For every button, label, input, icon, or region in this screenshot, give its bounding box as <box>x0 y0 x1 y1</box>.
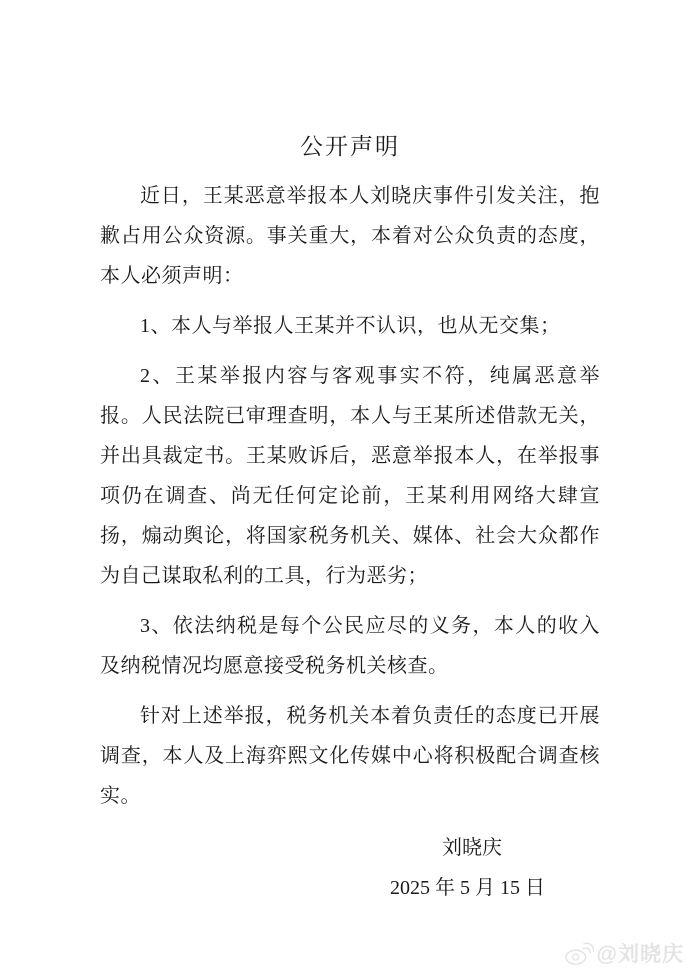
paragraph-point-3: 3、依法纳税是每个公民应尽的义务，本人的收入及纳税情况均愿意接受税务机关核查。 <box>100 615 600 677</box>
document-title: 公开声明 <box>300 134 400 159</box>
paragraph-intro: 近日，王某恶意举报本人刘晓庆事件引发关注，抱歉占用公众资源。事关重大，本着对公众负责的态度，本人必须声明： <box>100 185 600 287</box>
signature-name: 刘晓庆 <box>442 837 502 859</box>
paragraph-point-2: 2、王某举报内容与客观事实不符，纯属恶意举报。人民法院已审理查明，本人与王某所述借款无关，并出具裁定书。王某败诉后，恶意举报本人，在举报事项仍在调查、尚无任何定论前，王某利用网络大肆宣扬，煽动舆论，将国家税务机关、媒体、社会大众都作为自己谋取私利的工具，行为恶劣； <box>100 365 600 587</box>
paragraph-point-1: 1、本人与举报人王某并不认识，也从无交集； <box>140 315 561 337</box>
weibo-icon <box>564 940 594 966</box>
signature-date: 2025 年 5 月 15 日 <box>390 877 545 899</box>
watermark-handle: @刘晓庆 <box>596 943 684 966</box>
weibo-watermark <box>564 938 684 968</box>
statement-body <box>100 132 600 908</box>
paragraph-closing: 针对上述举报，税务机关本着负责任的态度已开展调查，本人及上海弈熙文化传媒中心将积极配合调查核实。 <box>100 705 600 807</box>
